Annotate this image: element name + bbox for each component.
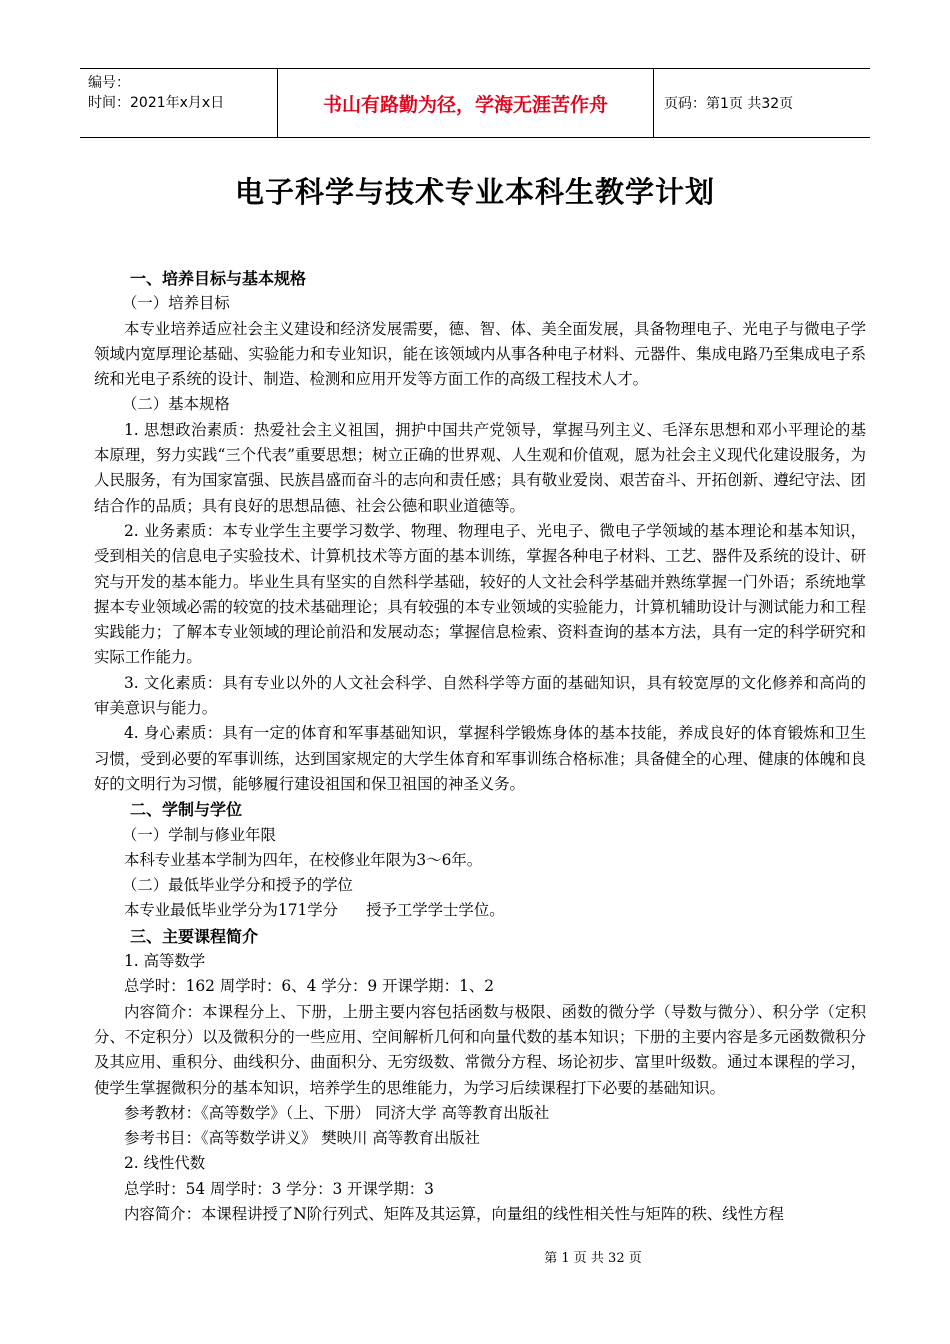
paragraph: 3. 文化素质：具有专业以外的人文社会科学、自然科学等方面的基础知识，具有较宽厚的文化修养和高尚的审美意识与能力。 — [94, 673, 866, 718]
page-footer: 第 1 页 共 32 页 — [544, 1251, 642, 1266]
document-date: 时间：2021年x月x日 — [88, 95, 225, 111]
header-page-info: 页码：第1页 共32页 — [664, 96, 794, 112]
subsection-heading: （二）最低毕业学分和授予的学位 — [122, 876, 353, 895]
section-heading: 三、主要课程简介 — [130, 926, 259, 946]
course-reference: 参考书目：《高等数学讲义》 樊映川 高等教育出版社 — [124, 1129, 481, 1148]
header-motto: 书山有路勤为径，学海无涯苦作舟 — [278, 69, 654, 137]
subsection-heading: （一）培养目标 — [122, 294, 230, 313]
paragraph: 2. 业务素质：本专业学生主要学习数学、物理、物理电子、光电子、微电子学领域的基本理论和基本知识，受到相关的信息电子实验技术、计算机技术等方面的基本训练，掌握各种电子材料、工艺、器件及系统的设计、研究与开发的基本能力。毕业生具有坚实的自然科学基础，较好的人文社会科学基础并熟练掌握一门外语；系统地掌握本专业领域必需的较宽的技术基础理论；具有较强的本专业领域的实验能力，计算机辅助设计与测试能力和工程实践能力；了解本专业领域的理论前沿和发展动态；掌握信息检索、资料查询的基本方法，具有一定的科学研究和实际工作能力。 — [94, 521, 866, 667]
header-meta — [80, 69, 278, 137]
course-name: 2. 线性代数 — [124, 1154, 206, 1173]
min-credits-text: 本专业最低毕业学分为171学分 — [124, 901, 339, 920]
course-hours: 总学时：162 周学时：6、4 学分：9 开课学期：1、2 — [124, 977, 495, 996]
course-textbook: 参考教材：《高等数学》（上、下册） 同济大学 高等教育出版社 — [124, 1103, 550, 1122]
section-heading: 二、学制与学位 — [130, 800, 243, 820]
subsection-heading: （二）基本规格 — [122, 395, 230, 414]
document-title: 电子科学与技术专业本科生教学计划 — [234, 175, 715, 209]
section-heading: 一、培养目标与基本规格 — [130, 269, 307, 288]
degree-text: 授予工学学士学位。 — [366, 901, 505, 920]
paragraph: 本专业培养适应社会主义建设和经济发展需要，德、智、体、美全面发展，具备物理电子、光电子与微电子学领域内宽厚理论基础、实验能力和专业知识，能在该领域内从事各种电子材料、元器件、集成电路乃至集成电子系统和光电子系统的设计、制造、检测和应用开发等方面工作的高级工程技术人才。 — [94, 319, 866, 389]
paragraph: 4. 身心素质：具有一定的体育和军事基础知识，掌握科学锻炼身体的基本技能，养成良好的体育锻炼和卫生习惯，受到必要的军事训练，达到国家规定的大学生体育和军事训练合格标准；具备健全的心理、健康的体魄和良好的文明行为习惯，能够履行建设祖国和保卫祖国的神圣义务。 — [94, 724, 866, 793]
paragraph: 本科专业基本学制为四年，在校修业年限为3～6年。 — [124, 850, 483, 869]
document-body — [94, 266, 866, 1227]
subsection-heading: （一）学制与修业年限 — [122, 825, 276, 844]
course-intro: 内容简介：本课程分上、下册，上册主要内容包括函数与极限、函数的微分学（导数与微分）、积分学（定积分、不定积分）以及微积分的一些应用、空间解析几何和向量代数的基本知识；下册的主要内容是多元函数微积分及其应用、重积分、曲线积分、曲面积分、无穷级数、常微分方程、场论初步、富里叶级数。通过本课程的学习，使学生掌握微积分的基本知识，培养学生的思维能力，为学习后续课程打下必要的基础知识。 — [94, 1002, 866, 1097]
course-intro: 内容简介：本课程讲授了N阶行列式、矩阵及其运算，向量组的线性相关性与矩阵的秩、线性方程 — [124, 1204, 784, 1223]
course-hours: 总学时：54 周学时：3 学分：3 开课学期：3 — [124, 1179, 434, 1198]
page-header — [80, 68, 870, 138]
course-name: 1. 高等数学 — [124, 952, 206, 971]
paragraph — [94, 898, 866, 923]
paragraph: 1. 思想政治素质：热爱社会主义祖国，拥护中国共产党领导，掌握马列主义、毛泽东思想和邓小平理论的基本原理，努力实践“三个代表”重要思想；树立正确的世界观、人生观和价值观，愿为社会主义现代化建设服务，为人民服务，有为国家富强、民族昌盛而奋斗的志向和责任感；具有敬业爱岗、艰苦奋斗、开拓创新、遵纪守法、团结合作的品质；具有良好的思想品德、社会公德和职业道德等。 — [94, 420, 866, 515]
document-number-label: 编号： — [88, 75, 130, 91]
